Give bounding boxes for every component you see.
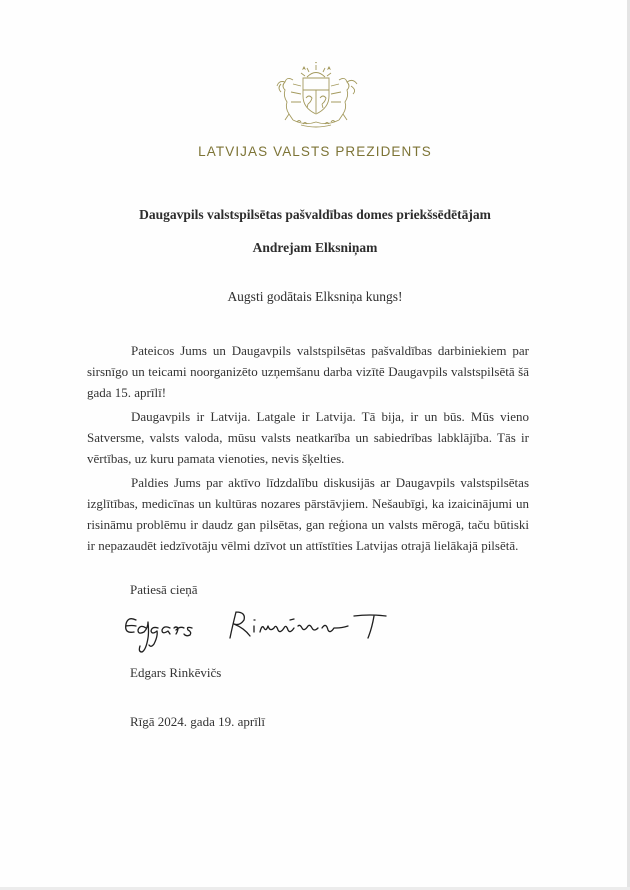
coat-of-arms-icon	[263, 62, 369, 128]
body-paragraph: Pateicos Jums un Daugavpils valstspilsētas pašvaldības darbiniekiem par sirsnīgo un teicami noorganizēto uzņemšanu darba vizītē Daugavpils valstspilsētā šā gada 15. aprīlī!	[87, 343, 529, 400]
signer-name: Edgars Rinkēvičs	[130, 665, 222, 680]
closing-phrase: Patiesā cieņā	[130, 582, 198, 597]
recipient-title: Daugavpils valstspilsētas pašvaldības domes priekšsēdētājam	[139, 207, 491, 222]
handwritten-signature-icon	[118, 598, 408, 664]
recipient-name: Andrejam Elksniņam	[252, 240, 378, 255]
salutation: Augsti godātais Elksniņa kungs!	[227, 289, 403, 304]
institution-title: LATVIJAS VALSTS PREZIDENTS	[198, 144, 432, 159]
place-date: Rīgā 2024. gada 19. aprīlī	[130, 714, 266, 729]
body-paragraph: Daugavpils ir Latvija. Latgale ir Latvija. Tā bija, ir un būs. Mūs vieno Satversme, valsts valoda, mūsu valsts neatkarība un sabiedrības labklājība. Tās ir vērtības, uz kuru pamata vienoties, nevis šķelties.	[87, 409, 529, 466]
body-paragraph: Paldies Jums par aktīvo līdzdalību diskusijās ar Daugavpils valstspilsētas izglītības, medicīnas un kultūras nozares pārstāvjiem. Nešaubīgi, ka izaicinājumi un risināmu problēmu ir daudz gan pilsētas, gan reģiona un valsts mērogā, taču būtiski ir nepazaudēt iedzīvotāju vēlmi dzīvot un attīstīties Latvijas otrajā lielākajā pilsētā.	[87, 475, 529, 553]
